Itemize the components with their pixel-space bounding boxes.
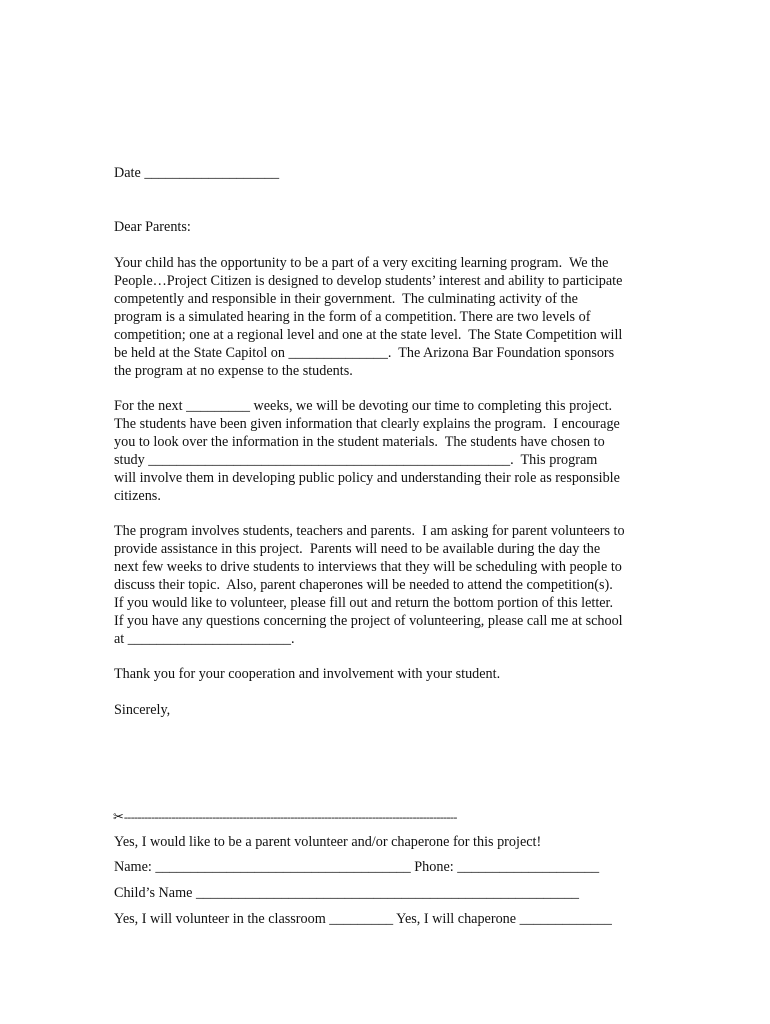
paragraph-line: at _______________________. (114, 631, 295, 647)
paragraph-line: you to look over the information in the student materials. The students have chosen to (114, 434, 605, 450)
paragraph-line: competently and responsible in their government. The culminating activity of the (114, 291, 578, 307)
scissors-icon: ✂ (113, 810, 124, 825)
paragraph-line: competition; one at a regional level and one at the state level. The State Competition will (114, 327, 623, 343)
volunteer-statement: Yes, I would like to be a parent volunteer and/or chaperone for this project! (114, 834, 542, 850)
paragraph-line: citizens. (114, 488, 161, 504)
volunteer-options-field[interactable]: Yes, I will volunteer in the classroom _________ Yes, I will chaperone _____________ (114, 911, 612, 927)
name-phone-field[interactable]: Name: ____________________________________ Phone: ____________________ (114, 859, 600, 875)
child-name-field[interactable]: Child’s Name ______________________________________________________ (114, 885, 580, 901)
paragraph-line: The students have been given information that clearly explains the program. I encourage (114, 416, 620, 432)
paragraph-line: study ___________________________________________________. This program (114, 452, 598, 468)
thank-you-line: Thank you for your cooperation and involvement with your student. (114, 666, 501, 682)
cut-dashes: -------------------------------------------------------------------------------------------------- (123, 810, 457, 824)
paragraph-line: the program at no expense to the students. (114, 363, 353, 379)
greeting: Dear Parents: (114, 219, 191, 235)
closing: Sincerely, (114, 702, 171, 718)
paragraph-line: provide assistance in this project. Parents will need to be available during the day the (114, 541, 601, 557)
date-line: Date ___________________ (114, 165, 280, 181)
paragraph-line: If you would like to volunteer, please fill out and return the bottom portion of this letter. (114, 595, 614, 611)
paragraph-line: Your child has the opportunity to be a part of a very exciting learning program. We the (114, 255, 609, 271)
paragraph-line: next few weeks to drive students to interviews that they will be scheduling with people to (114, 559, 622, 575)
paragraph-line: will involve them in developing public policy and understanding their role as responsible (114, 470, 620, 486)
paragraph-line: People…Project Citizen is designed to develop students’ interest and ability to participate (114, 273, 623, 289)
cut-line (113, 809, 457, 826)
paragraph-line: be held at the State Capitol on ______________. The Arizona Bar Foundation sponsors (114, 345, 615, 361)
paragraph-line: discuss their topic. Also, parent chaperones will be needed to attend the competition(s). (114, 577, 613, 593)
paragraph-line: For the next _________ weeks, we will be devoting our time to completing this project. (114, 398, 613, 414)
paragraph-line: The program involves students, teachers and parents. I am asking for parent volunteers to (114, 523, 625, 539)
paragraph-line: If you have any questions concerning the project of volunteering, please call me at school (114, 613, 623, 629)
paragraph-line: program is a simulated hearing in the form of a competition. There are two levels of (114, 309, 591, 325)
